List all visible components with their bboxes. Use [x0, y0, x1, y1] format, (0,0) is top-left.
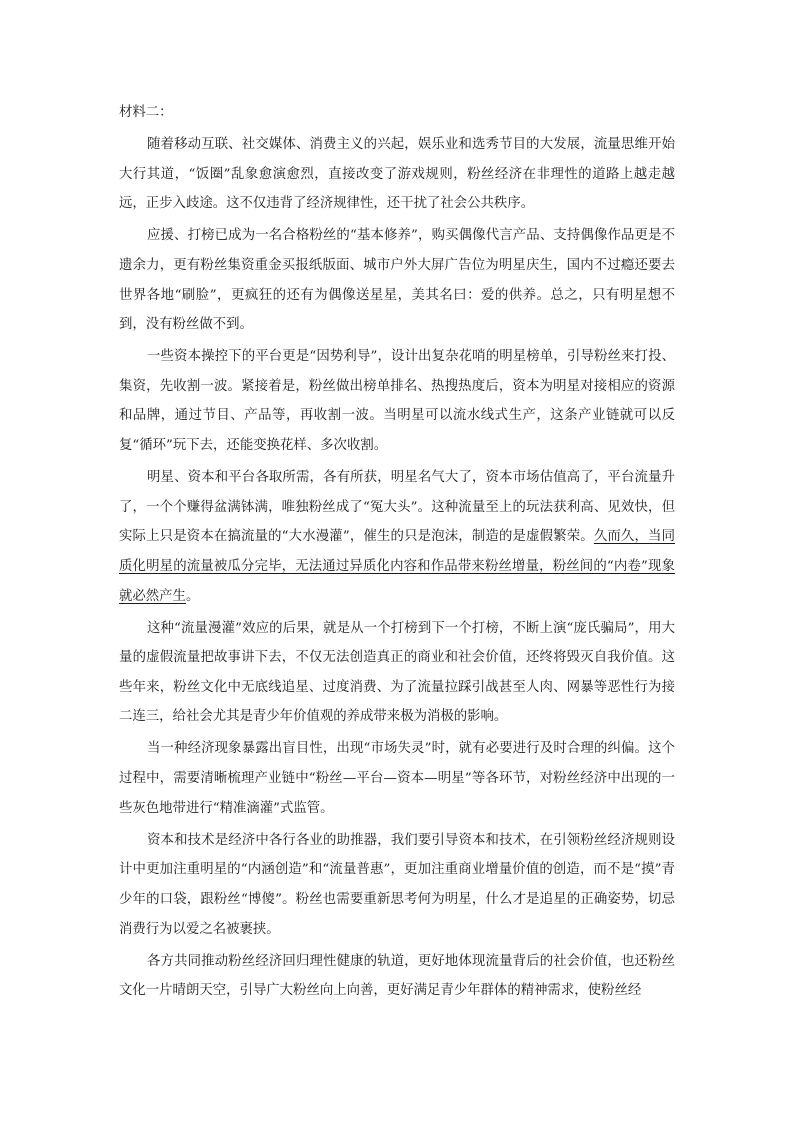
- paragraph-6: 当一种经济现象暴露出盲目性，出现“市场失灵”时，就有必要进行及时合理的纠偏。这个过程中，需要清晰梳理产业链中“粉丝—平台—资本—明星”等各环节，对粉丝经济中出现的一些灰色地带进行“精准滴灌”式监管。: [119, 741, 675, 816]
- section-title: 材料二：: [119, 105, 173, 120]
- paragraph-2: 应援、打榜已成为一名合格粉丝的“基本修养”，购买偶像代言产品、支持偶像作品更是不遗余力，更有粉丝集资重金买报纸版面、城市户外大屏广告位为明星庆生，国内不过瘾还要去世界各地“刷脸”，更疯狂的还有为偶像送星星，美其名曰：爱的供养。总之，只有明星想不到，没有粉丝做不到。: [119, 228, 675, 333]
- paragraph-3: 一些资本操控下的平台更是“因势利导”，设计出复杂花哨的明星榜单，引导粉丝来打投、集资，先收割一波。紧接着是，粉丝做出榜单排名、热搜热度后，资本为明星对接相应的资源和品牌，通过节目、产品等，再收割一波。当明星可以流水线式生产，这条产业链就可以反复“循环”玩下去，还能变换花样、多次收割。: [119, 349, 675, 454]
- paragraph-4-tail: 。: [185, 588, 200, 604]
- paragraph-7: 资本和技术是经济中各行各业的助推器，我们要引导资本和技术，在引领粉丝经济规则设计中更加注重明星的“内涵创造”和“流量普惠”，更加注重商业增量价值的创造，而不是“摸”青少年的口袋，跟粉丝“博傻”。粉丝也需要重新思考何为明星，什么才是追星的正确姿势，切忌消费行为以爱之名被裹挟。: [119, 832, 675, 937]
- paragraph-5: 这种“流量漫灌”效应的后果，就是从一个打榜到下一个打榜，不断上演“庞氏骗局”，用大量的虚假流量把故事讲下去，不仅无法创造真正的商业和社会价值，还终将毁灭自我价值。这些年来，粉丝文化中无底线追星、过度消费、为了流量拉踩引战甚至人肉、网暴等恶性行为接二连三，给社会尤其是青少年价值观的养成带来极为消极的影响。: [119, 620, 675, 725]
- paragraph-1: 随着移动互联、社交媒体、消费主义的兴起，娱乐业和选秀节目的大发展，流量思维开始大行其道，“饭圈”乱象愈演愈烈，直接改变了游戏规则，粉丝经济在非理性的道路上越走越远，正步入歧途。这不仅违背了经济规律性，还干扰了社会公共秩序。: [119, 137, 675, 212]
- paragraph-8: 各方共同推动粉丝经济回归理性健康的轨道，更好地体现流量背后的社会价值，也还粉丝文化一片晴朗天空，引导广大粉丝向上向善，更好满足青少年群体的精神需求，使粉丝经: [119, 953, 675, 999]
- paragraph-4: [119, 463, 675, 611]
- underlined-passage: 久而久，当同质化明星的流量被瓜分完毕，无法通过异质化内容和作品带来粉丝增量，粉丝间的“内卷”现象就必然产生: [119, 529, 675, 604]
- article-body: [119, 98, 675, 1008]
- paragraph-4-text: 明星、资本和平台各取所需，各有所获，明星名气大了，资本市场估值高了，平台流量升了，一个个赚得盆满钵满，唯独粉丝成了“冤大头”。这种流量至上的玩法获利高、见效快，但实际上只是资本在搞流量的“大水漫灌”，催生的只是泡沫，制造的是虚假繁荣。: [119, 470, 675, 545]
